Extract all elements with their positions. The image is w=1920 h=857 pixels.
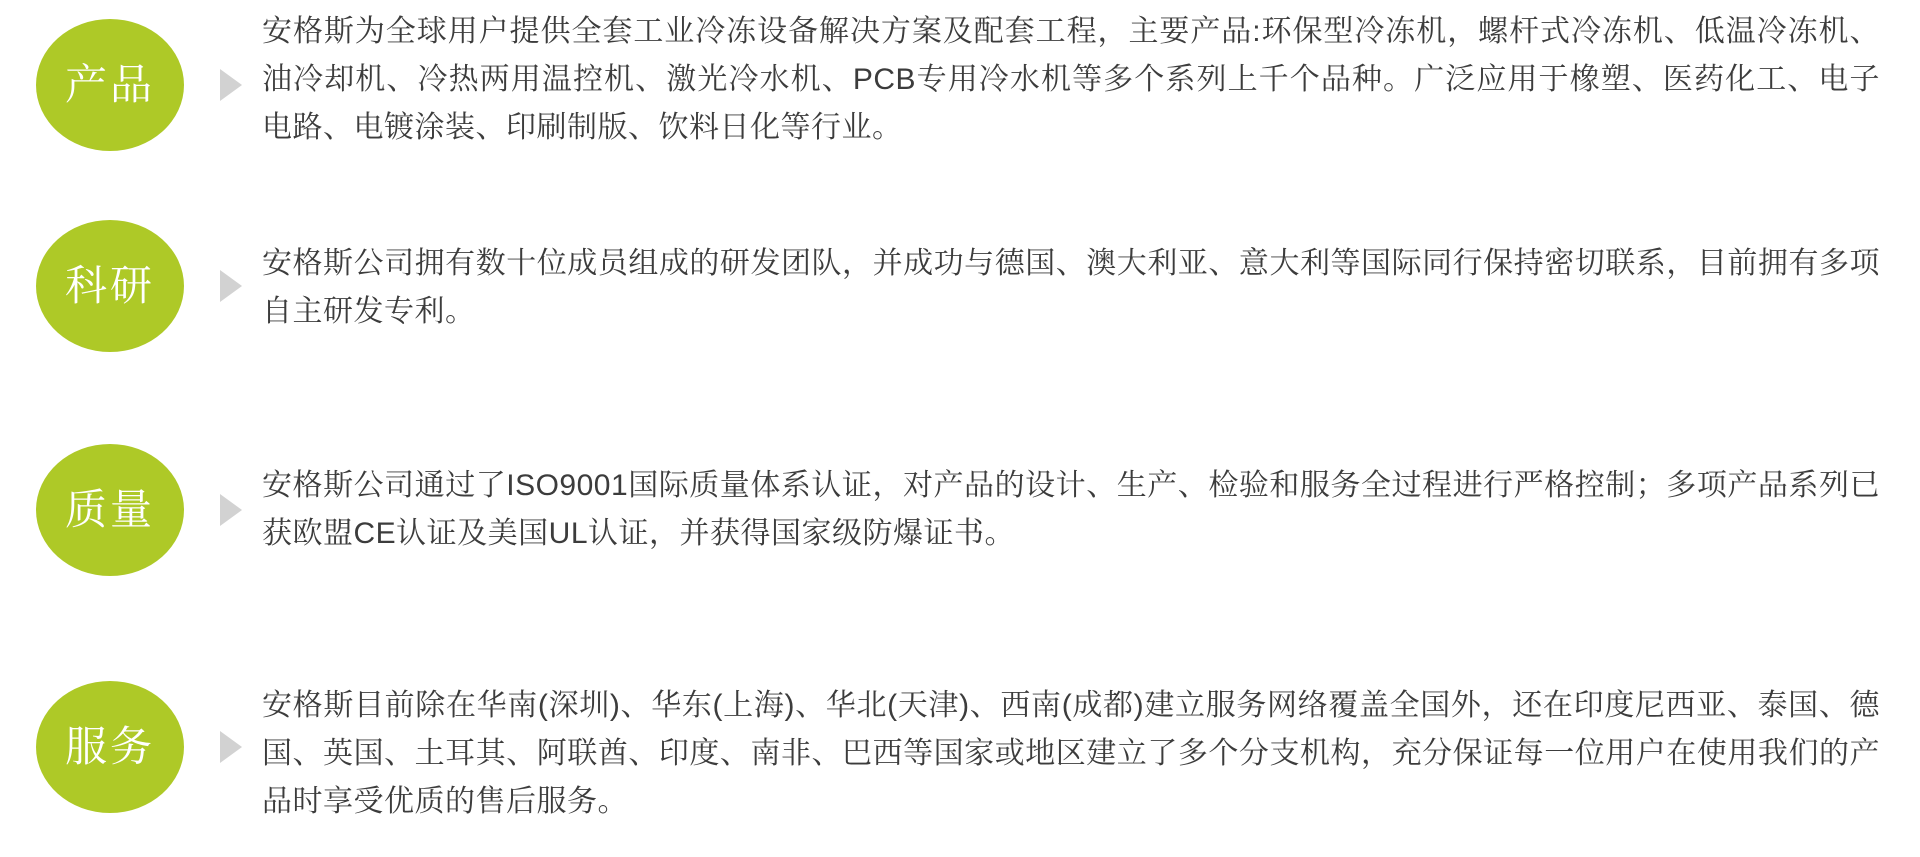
arrow-quality (220, 450, 262, 570)
badge-wrap-quality (0, 450, 220, 570)
section-row-quality (0, 450, 1920, 570)
section-text-product: 安格斯为全球用户提供全套工业冷冻设备解决方案及配套工程，主要产品:环保型冷冻机，螺杆式冷冻机、低温冷冻机、油冷却机、冷热两用温控机、激光冷水机、PCB专用冷水机等多个系列上千个品种。广泛应用于橡塑、医药化工、电子电路、电镀涂装、印刷制版、饮料日化等行业。 (262, 15, 1880, 144)
badge-product (36, 19, 184, 151)
badge-label-research: 科研 (64, 262, 155, 309)
section-row-product (0, 0, 1920, 170)
badge-quality (36, 444, 184, 576)
section-text-service: 安格斯目前除在华南(深圳)、华东(上海)、华北(天津)、西南(成都)建立服务网络覆盖全国外，还在印度尼西亚、泰国、德国、英国、土耳其、阿联酋、印度、南非、巴西等国家或地区建立了多个分支机构，充分保证每一位用户在使用我们的产品时享受优质的售后服务。 (262, 689, 1880, 818)
badge-wrap-product (0, 0, 220, 170)
arrow-service (220, 672, 262, 822)
triangle-right-icon (220, 69, 242, 101)
badge-wrap-research (0, 226, 220, 346)
section-text-research: 安格斯公司拥有数十位成员组成的研发团队，并成功与德国、澳大利亚、意大利等国际同行保持密切联系，目前拥有多项自主研发专利。 (262, 247, 1880, 328)
section-row-service (0, 672, 1920, 826)
badge-wrap-service (0, 672, 220, 822)
badge-research (36, 220, 184, 352)
text-col-quality (262, 450, 1920, 558)
badge-service (36, 681, 184, 813)
triangle-right-icon (220, 731, 242, 763)
badge-label-service: 服务 (64, 723, 155, 770)
triangle-right-icon (220, 270, 242, 302)
section-row-research (0, 226, 1920, 346)
triangle-right-icon (220, 494, 242, 526)
arrow-research (220, 226, 262, 346)
section-text-quality: 安格斯公司通过了ISO9001国际质量体系认证，对产品的设计、生产、检验和服务全过程进行严格控制；多项产品系列已获欧盟CE认证及美国UL认证，并获得国家级防爆证书。 (262, 469, 1880, 550)
text-col-service (262, 672, 1920, 826)
text-col-product (262, 0, 1920, 152)
badge-label-quality: 质量 (64, 486, 155, 533)
badge-label-product: 产品 (64, 61, 155, 108)
arrow-product (220, 0, 262, 170)
text-col-research (262, 226, 1920, 336)
